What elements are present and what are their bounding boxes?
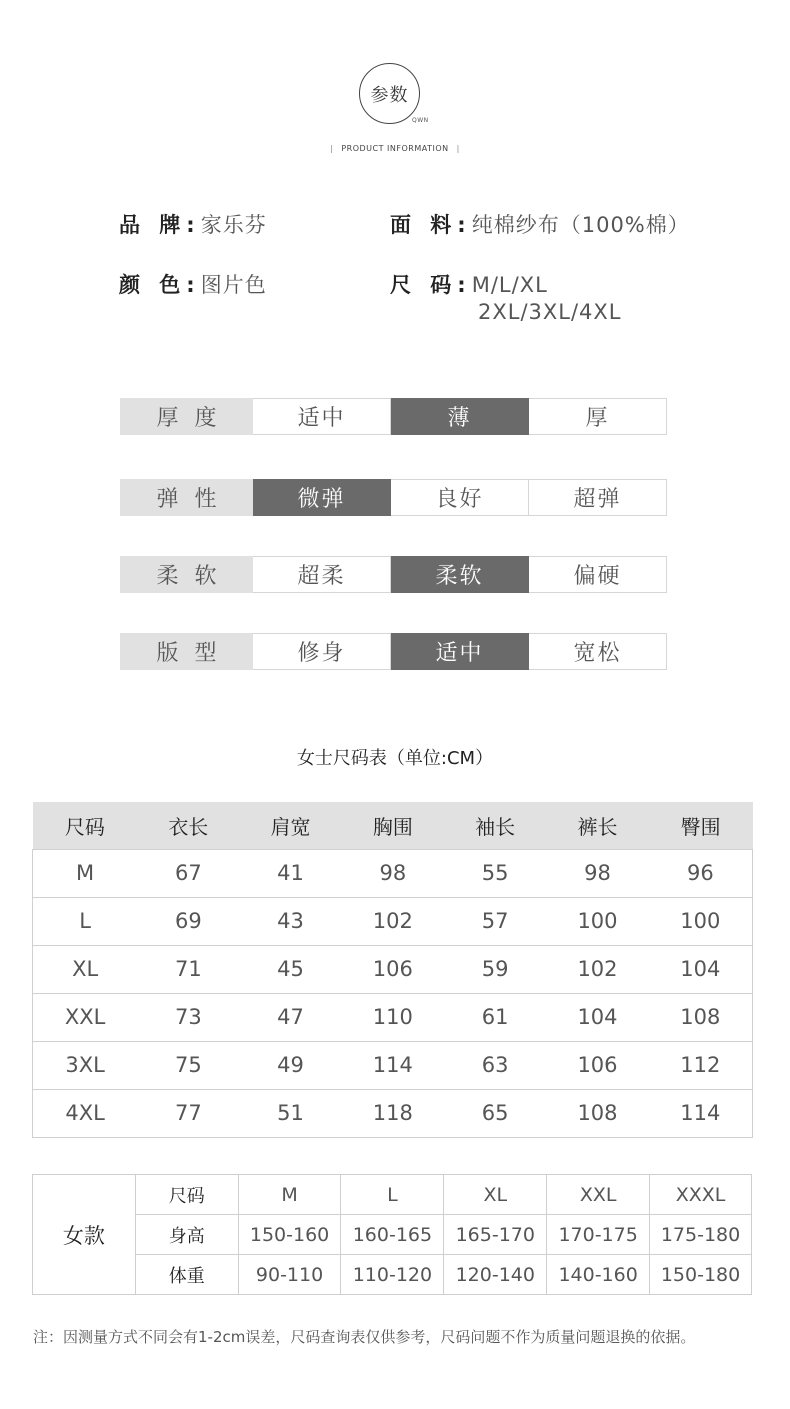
table-header-row <box>33 802 753 849</box>
attr-fabric-value: 纯棉纱布（100%棉） <box>471 213 690 237</box>
column-header: 臀围 <box>649 802 753 849</box>
table-cell: 110 <box>342 993 444 1041</box>
table-cell: 102 <box>342 897 444 945</box>
scale-option: 超柔 <box>253 556 391 593</box>
table-cell: 102 <box>546 945 648 993</box>
table-row <box>33 897 753 945</box>
table-cell: 104 <box>546 993 648 1041</box>
scale-option: 偏硬 <box>529 556 667 593</box>
disclaimer-note: 注：因测量方式不同会有1-2cm误差，尺码查询表仅供参考，尺码问题不作为质量问题退换的依据。 <box>33 1328 696 1346</box>
row-header: 体重 <box>135 1255 238 1295</box>
scale-option-selected: 柔软 <box>391 556 529 593</box>
table-cell: 69 <box>137 897 239 945</box>
table-cell: 51 <box>239 1089 341 1137</box>
divider-left: | <box>330 144 334 153</box>
attr-size-label: 尺 码: <box>390 273 472 297</box>
product-information-text: PRODUCT INFORMATION <box>341 144 449 153</box>
table-cell: 61 <box>444 993 546 1041</box>
column-header: 尺码 <box>33 802 138 849</box>
scale-option: 宽松 <box>529 633 667 670</box>
table-row <box>33 1175 752 1215</box>
column-header: 裤长 <box>546 802 648 849</box>
attr-size <box>390 269 548 299</box>
scale-option-selected: 适中 <box>391 633 529 670</box>
table-cell: XXL <box>33 993 138 1041</box>
scale-option-selected: 薄 <box>391 398 529 435</box>
attr-size-value-2: 2XL/3XL/4XL <box>478 300 622 324</box>
scale-softness <box>120 556 668 593</box>
table-cell: L <box>33 897 138 945</box>
table-cell: 150-180 <box>650 1255 752 1295</box>
table-cell: 118 <box>342 1089 444 1137</box>
attr-size-value-1: M/L/XL <box>471 273 548 297</box>
table-cell: 100 <box>649 897 753 945</box>
scale-thickness <box>120 398 668 435</box>
fit-chart-table <box>32 1174 752 1295</box>
table-cell: 3XL <box>33 1041 138 1089</box>
table-row <box>33 849 753 897</box>
scale-option: 良好 <box>391 479 529 516</box>
table-cell: 47 <box>239 993 341 1041</box>
group-label: 女款 <box>33 1175 136 1295</box>
table-cell: 41 <box>239 849 341 897</box>
table-cell: M <box>33 849 138 897</box>
table-cell: 75 <box>137 1041 239 1089</box>
table-cell: 106 <box>342 945 444 993</box>
scale-label: 弹性 <box>120 479 253 516</box>
scale-label: 版型 <box>120 633 253 670</box>
scale-option: 适中 <box>253 398 391 435</box>
logo-text: 参数 <box>370 84 409 106</box>
column-header: 袖长 <box>444 802 546 849</box>
table-row <box>33 1215 752 1255</box>
table-cell: 98 <box>546 849 648 897</box>
column-header: 衣长 <box>137 802 239 849</box>
attr-brand-value: 家乐芬 <box>200 213 267 237</box>
table-cell: 140-160 <box>547 1255 650 1295</box>
table-cell: XL <box>33 945 138 993</box>
scale-option: 修身 <box>253 633 391 670</box>
table-cell: 65 <box>444 1089 546 1137</box>
column-header: 胸围 <box>342 802 444 849</box>
table-cell: XXL <box>547 1175 650 1215</box>
table-cell: 110-120 <box>341 1255 444 1295</box>
table-cell: M <box>238 1175 341 1215</box>
table-cell: 114 <box>342 1041 444 1089</box>
table-cell: 165-170 <box>444 1215 547 1255</box>
column-header: 肩宽 <box>239 802 341 849</box>
table-cell: 63 <box>444 1041 546 1089</box>
attr-color-label: 颜 色: <box>119 273 201 297</box>
table-cell: 49 <box>239 1041 341 1089</box>
table-cell: 120-140 <box>444 1255 547 1295</box>
table-cell: XXXL <box>650 1175 752 1215</box>
row-header: 尺码 <box>135 1175 238 1215</box>
table-cell: 73 <box>137 993 239 1041</box>
table-cell: 45 <box>239 945 341 993</box>
divider-right: | <box>456 144 460 153</box>
table-cell: 114 <box>649 1089 753 1137</box>
table-cell: L <box>341 1175 444 1215</box>
table-cell: 71 <box>137 945 239 993</box>
table-cell: XL <box>444 1175 547 1215</box>
table-cell: 67 <box>137 849 239 897</box>
table-row <box>33 945 753 993</box>
scale-option: 厚 <box>529 398 667 435</box>
table-cell: 170-175 <box>547 1215 650 1255</box>
size-chart-table <box>32 802 753 1138</box>
table-cell: 77 <box>137 1089 239 1137</box>
table-row <box>33 1041 753 1089</box>
attr-brand-label: 品 牌: <box>119 213 201 237</box>
attr-fabric-label: 面 料: <box>390 213 472 237</box>
attr-color-value: 图片色 <box>200 273 267 297</box>
table-cell: 4XL <box>33 1089 138 1137</box>
table-cell: 57 <box>444 897 546 945</box>
attr-fabric <box>390 209 690 239</box>
table-cell: 59 <box>444 945 546 993</box>
scale-label: 厚度 <box>120 398 253 435</box>
table-row <box>33 1255 752 1295</box>
size-chart-title: 女士尺码表（单位:CM） <box>296 748 494 769</box>
table-cell: 55 <box>444 849 546 897</box>
table-cell: 90-110 <box>238 1255 341 1295</box>
table-cell: 106 <box>546 1041 648 1089</box>
table-cell: 108 <box>649 993 753 1041</box>
attr-size-line-2 <box>478 300 622 324</box>
table-cell: 150-160 <box>238 1215 341 1255</box>
row-header: 身高 <box>135 1215 238 1255</box>
attr-color <box>119 269 267 299</box>
scale-option: 超弹 <box>529 479 667 516</box>
scale-option-selected: 微弹 <box>253 479 391 516</box>
params-logo <box>359 63 420 124</box>
table-row <box>33 1089 753 1137</box>
table-cell: 98 <box>342 849 444 897</box>
table-cell: 104 <box>649 945 753 993</box>
table-cell: 100 <box>546 897 648 945</box>
attr-brand <box>119 209 267 239</box>
table-cell: 43 <box>239 897 341 945</box>
table-cell: 108 <box>546 1089 648 1137</box>
product-information-heading <box>0 144 790 153</box>
table-cell: 112 <box>649 1041 753 1089</box>
scale-elasticity <box>120 479 668 516</box>
logo-sub-text: QWN <box>412 117 429 124</box>
table-row <box>33 993 753 1041</box>
table-cell: 96 <box>649 849 753 897</box>
table-cell: 175-180 <box>650 1215 752 1255</box>
scale-label: 柔软 <box>120 556 253 593</box>
scale-fit <box>120 633 668 670</box>
table-cell: 160-165 <box>341 1215 444 1255</box>
